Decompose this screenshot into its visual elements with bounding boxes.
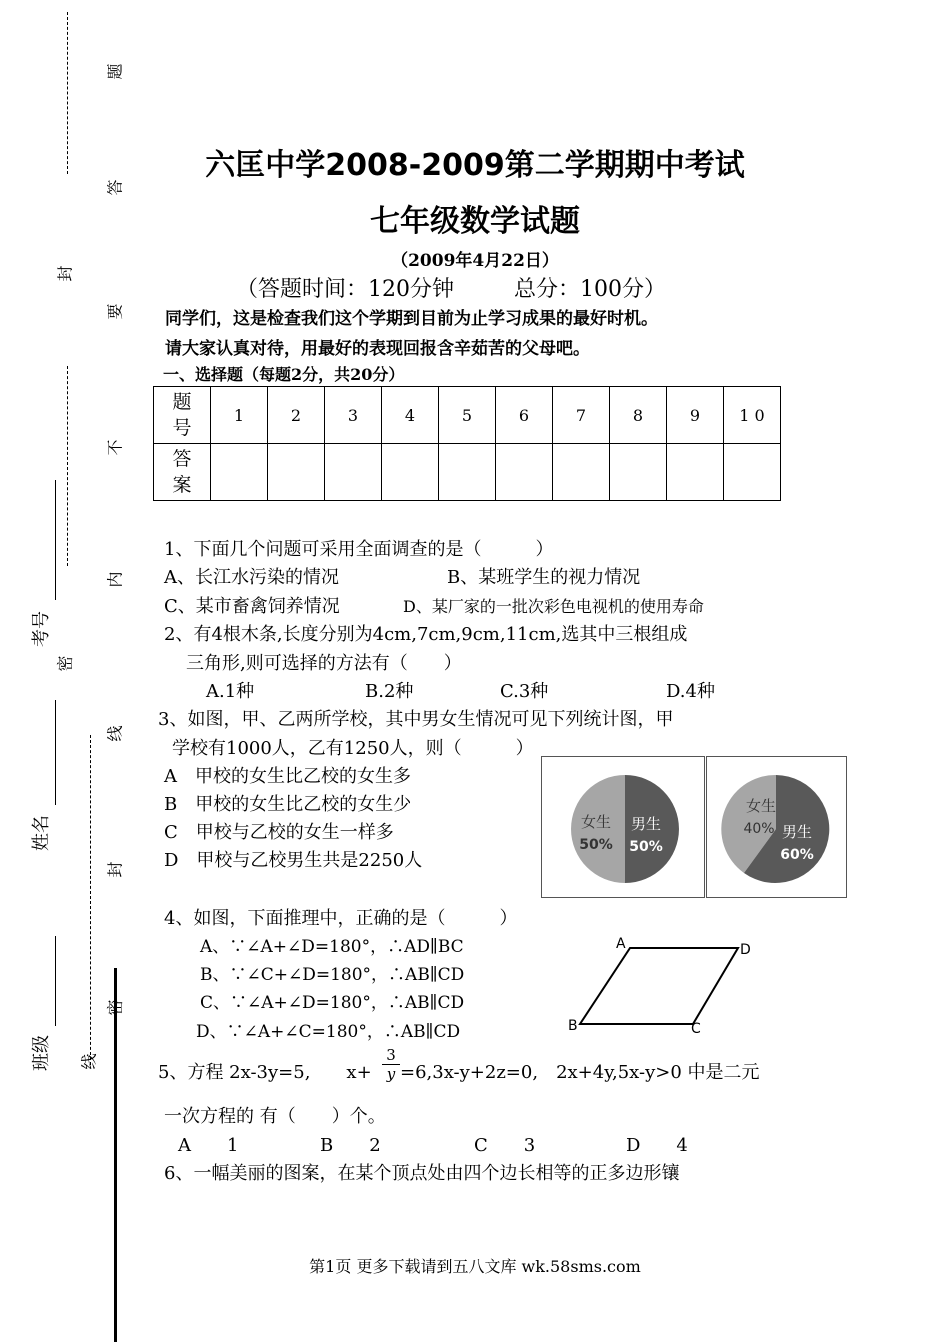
pie-chart-school-b <box>706 756 847 898</box>
pie-b-female-label: 女生 <box>745 797 777 815</box>
table-cell-number: 1 <box>211 387 268 444</box>
margin-dashed-line-mid <box>67 366 68 566</box>
vertex-label-d: D <box>740 942 751 958</box>
q3-option-c: C 甲校与乙校的女生一样多 <box>164 822 394 843</box>
q4-stem: 4、如图，下面推理中，正确的是（ ） <box>164 908 518 929</box>
name-label: 姓名 <box>31 815 52 851</box>
intro-line-2: 请大家认真对待，用最好的表现回报含辛茹苦的父母吧。 <box>165 339 590 359</box>
pie-b-male-pct: 60% <box>780 847 814 863</box>
table-cell-number: 3 <box>325 387 382 444</box>
vertex-label-b: B <box>568 1018 578 1034</box>
q5-fraction-numerator: 3 <box>386 1046 396 1064</box>
answer-cell-8[interactable] <box>610 444 667 501</box>
exam-total: 总分：100分） <box>514 277 666 302</box>
q5-stem-post: =6,3x-y+2z=0, 2x+4y,5x-y>0 中是二元 <box>400 1062 760 1083</box>
q4-option-b: B、∵∠C+∠D=180°，∴AB∥CD <box>200 965 465 985</box>
q2-stem-line-2: 三角形,则可选择的方法有（ ） <box>186 653 462 674</box>
q3-stem-line-1: 3、如图，甲、乙两所学校，其中男女生情况可见下列统计图，甲 <box>158 709 674 730</box>
q3-stem-line-2: 学校有1000人，乙有1250人，则（ ） <box>172 738 534 759</box>
table-cell-number: 6 <box>496 387 553 444</box>
table-cell-number: 1 0 <box>724 387 781 444</box>
section-title: 一、选择题（每题2分，共20分） <box>163 365 405 384</box>
name-underline <box>55 700 56 805</box>
class-label: 班级 <box>31 1035 52 1071</box>
margin-char-9: 封 <box>105 861 125 878</box>
pie-chart-b-svg <box>707 757 846 897</box>
q5-option-d: D 4 <box>626 1135 688 1156</box>
q3-option-d: D 甲校与乙校男生共是2250人 <box>164 850 423 871</box>
pie-a-male-pct: 50% <box>629 839 663 855</box>
margin-char-8: 线 <box>105 725 125 742</box>
answer-table-row-answers <box>154 444 781 501</box>
q4-option-c: C、∵∠A+∠D=180°，∴AB∥CD <box>200 993 465 1013</box>
table-cell-number: 5 <box>439 387 496 444</box>
table-header-question: 题 号 <box>154 387 211 444</box>
q2-option-c: C.3种 <box>500 681 549 702</box>
answer-cell-1[interactable] <box>211 444 268 501</box>
answer-cell-5[interactable] <box>439 444 496 501</box>
margin-char-6: 内 <box>105 571 125 588</box>
q5-option-c: C 3 <box>474 1135 536 1156</box>
table-cell-number: 4 <box>382 387 439 444</box>
margin-char-3: 封 <box>55 265 75 282</box>
answer-cell-9[interactable] <box>667 444 724 501</box>
pie-b-male-label: 男生 <box>781 823 813 841</box>
q5-fraction-denominator: y <box>386 1065 396 1083</box>
q5-option-a: A 1 <box>178 1135 239 1156</box>
q1-stem: 1、下面几个问题可采用全面调查的是（ ） <box>164 539 554 560</box>
q4-option-a: A、∵∠A+∠D=180°，∴AD∥BC <box>200 937 464 957</box>
q2-option-b: B.2种 <box>365 681 414 702</box>
table-cell-number: 7 <box>553 387 610 444</box>
exam-no-label: 考号 <box>31 611 52 647</box>
margin-char-11: 线 <box>79 1053 99 1070</box>
margin-char-2: 答 <box>105 179 125 196</box>
table-cell-number: 8 <box>610 387 667 444</box>
q2-stem-line-1: 2、有4根木条,长度分别为4cm,7cm,9cm,11cm,选其中三根组成 <box>164 624 688 645</box>
margin-char-4: 要 <box>105 303 125 320</box>
page-footer: 第1页 更多下载请到五八文库 wk.58sms.com <box>309 1257 641 1276</box>
parallelogram-shape <box>580 948 738 1024</box>
intro-line-1: 同学们，这是检查我们这个学期到目前为止学习成果的最好时机。 <box>165 309 658 329</box>
pie-chart-a-svg <box>542 757 704 897</box>
answer-cell-3[interactable] <box>325 444 382 501</box>
exam-subtitle: 七年级数学试题 <box>370 204 580 239</box>
vertex-label-a: A <box>616 936 626 952</box>
q1-option-c: C、某市畜禽饲养情况 <box>164 596 340 617</box>
table-cell-number: 2 <box>268 387 325 444</box>
margin-dashed-line-lower <box>90 735 91 1065</box>
exam-title: 六匡中学2008-2009第二学期期中考试 <box>205 148 745 183</box>
exam-date: （2009年4月22日） <box>391 251 559 271</box>
q3-option-b: B 甲校的女生比乙校的女生少 <box>164 794 412 815</box>
q5-option-b: B 2 <box>320 1135 381 1156</box>
exam-duration: （答题时间：120分钟 <box>236 277 454 302</box>
answer-cell-10[interactable] <box>724 444 781 501</box>
q1-option-b: B、某班学生的视力情况 <box>447 567 641 588</box>
q1-option-a: A、长江水污染的情况 <box>164 567 339 588</box>
table-cell-number: 9 <box>667 387 724 444</box>
q2-option-a: A.1种 <box>206 681 255 702</box>
exam-time-info <box>236 272 726 303</box>
margin-char-7: 密 <box>55 655 75 672</box>
class-underline <box>55 936 56 1026</box>
parallelogram-figure <box>565 930 765 1040</box>
table-header-answer: 答 案 <box>154 444 211 501</box>
q3-option-a: A 甲校的女生比乙校的女生多 <box>164 766 411 787</box>
q5-fraction <box>382 1046 400 1083</box>
q4-option-d: D、∵∠A+∠C=180°，∴AB∥CD <box>196 1022 461 1042</box>
answer-table-row-numbers <box>154 387 781 444</box>
answer-cell-6[interactable] <box>496 444 553 501</box>
q1-option-d: D、某厂家的一批次彩色电视机的使用寿命 <box>403 597 704 616</box>
pie-a-female-pct: 50% <box>579 837 613 853</box>
answer-table <box>153 386 781 501</box>
q6-stem: 6、一幅美丽的图案，在某个顶点处由四个边长相等的正多边形镶 <box>164 1163 680 1184</box>
answer-cell-2[interactable] <box>268 444 325 501</box>
exam-no-underline <box>55 480 56 600</box>
pie-a-male-label: 男生 <box>630 815 662 833</box>
margin-solid-line <box>114 968 117 1342</box>
vertex-label-c: C <box>691 1021 701 1037</box>
answer-cell-4[interactable] <box>382 444 439 501</box>
margin-char-10: 密 <box>105 999 125 1016</box>
pie-a-female-label: 女生 <box>580 813 612 831</box>
answer-cell-7[interactable] <box>553 444 610 501</box>
q5-stem-pre: 5、方程 2x-3y=5, x+ <box>158 1062 372 1083</box>
pie-chart-school-a <box>541 756 705 898</box>
margin-char-5: 不 <box>105 439 125 456</box>
q2-option-d: D.4种 <box>666 681 715 702</box>
q5-stem-line-2: 一次方程的 有（ ）个。 <box>164 1106 386 1127</box>
margin-char-1: 题 <box>105 63 125 80</box>
pie-b-female-pct: 40% <box>743 821 775 837</box>
